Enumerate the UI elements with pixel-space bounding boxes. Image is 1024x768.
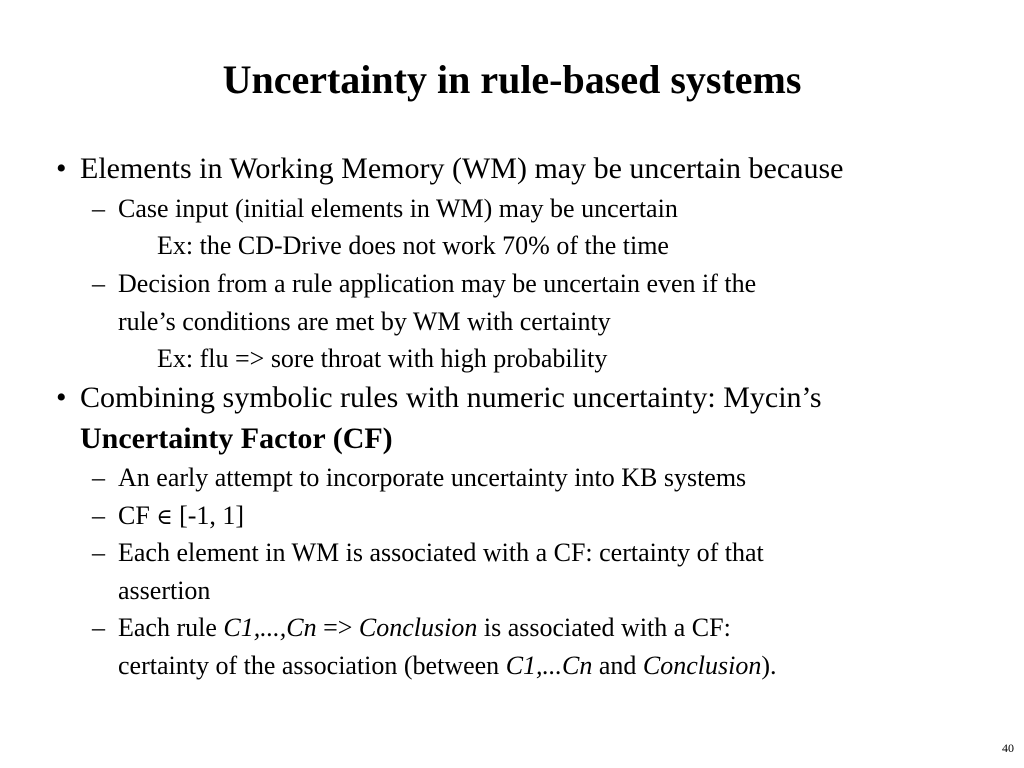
cf-range: [-1, 1] <box>179 501 245 530</box>
sub-bullet-text: An early attempt to incorporate uncertainty into KB systems <box>118 463 747 492</box>
sub-bullet-text: Decision from a rule application may be uncertain even if the <box>118 269 757 298</box>
cf-label: CF <box>118 501 150 530</box>
example-text: Ex: flu => sore throat with high probability <box>157 344 608 373</box>
sub-bullet-marker: – <box>92 194 105 223</box>
bullet-text: Combining symbolic rules with numeric uncertainty: Mycin’s <box>80 381 822 414</box>
sub-bullet-text-continued: assertion <box>118 576 211 605</box>
bullet-marker: • <box>56 381 67 414</box>
rule-text-pre: Each rule <box>118 613 224 642</box>
sub-bullet-marker: – <box>92 501 105 530</box>
page-number: 40 <box>1002 741 1014 755</box>
rule-arrow: => <box>316 613 359 642</box>
rule-text-post: is associated with a CF: <box>477 613 731 642</box>
sub-bullet-marker: – <box>92 463 105 492</box>
sub-bullet-marker: – <box>92 538 105 567</box>
element-of-symbol: ∈ <box>156 505 173 530</box>
sub-bullet-text <box>118 500 244 534</box>
assoc-text-post: ). <box>761 651 777 680</box>
sub-bullet-marker: – <box>92 613 105 642</box>
bullet-marker: • <box>56 152 67 185</box>
assoc-text-pre: certainty of the association (between <box>118 651 506 680</box>
rule-conditions: C1,...,Cn <box>223 613 317 642</box>
example-text: Ex: the CD-Drive does not work 70% of the time <box>157 231 669 260</box>
slide-title: Uncertainty in rule-based systems <box>222 57 802 102</box>
sub-bullet-text: Each element in WM is associated with a CF: certainty of that <box>118 538 764 567</box>
bullet-text-bold-term: Uncertainty Factor (CF) <box>80 422 393 455</box>
sub-bullet-text: Case input (initial elements in WM) may be uncertain <box>118 194 678 223</box>
assoc-conditions: C1,...Cn <box>505 651 593 680</box>
sub-bullet-text-continued <box>118 650 777 682</box>
assoc-and: and <box>592 651 643 680</box>
assoc-conclusion: Conclusion <box>642 651 762 680</box>
bullet-text: Elements in Working Memory (WM) may be uncertain because <box>80 152 844 185</box>
sub-bullet-marker: – <box>92 269 105 298</box>
sub-bullet-text <box>118 612 731 644</box>
sub-bullet-text-continued: rule’s conditions are met by WM with certainty <box>118 307 611 336</box>
rule-conclusion: Conclusion <box>358 613 478 642</box>
